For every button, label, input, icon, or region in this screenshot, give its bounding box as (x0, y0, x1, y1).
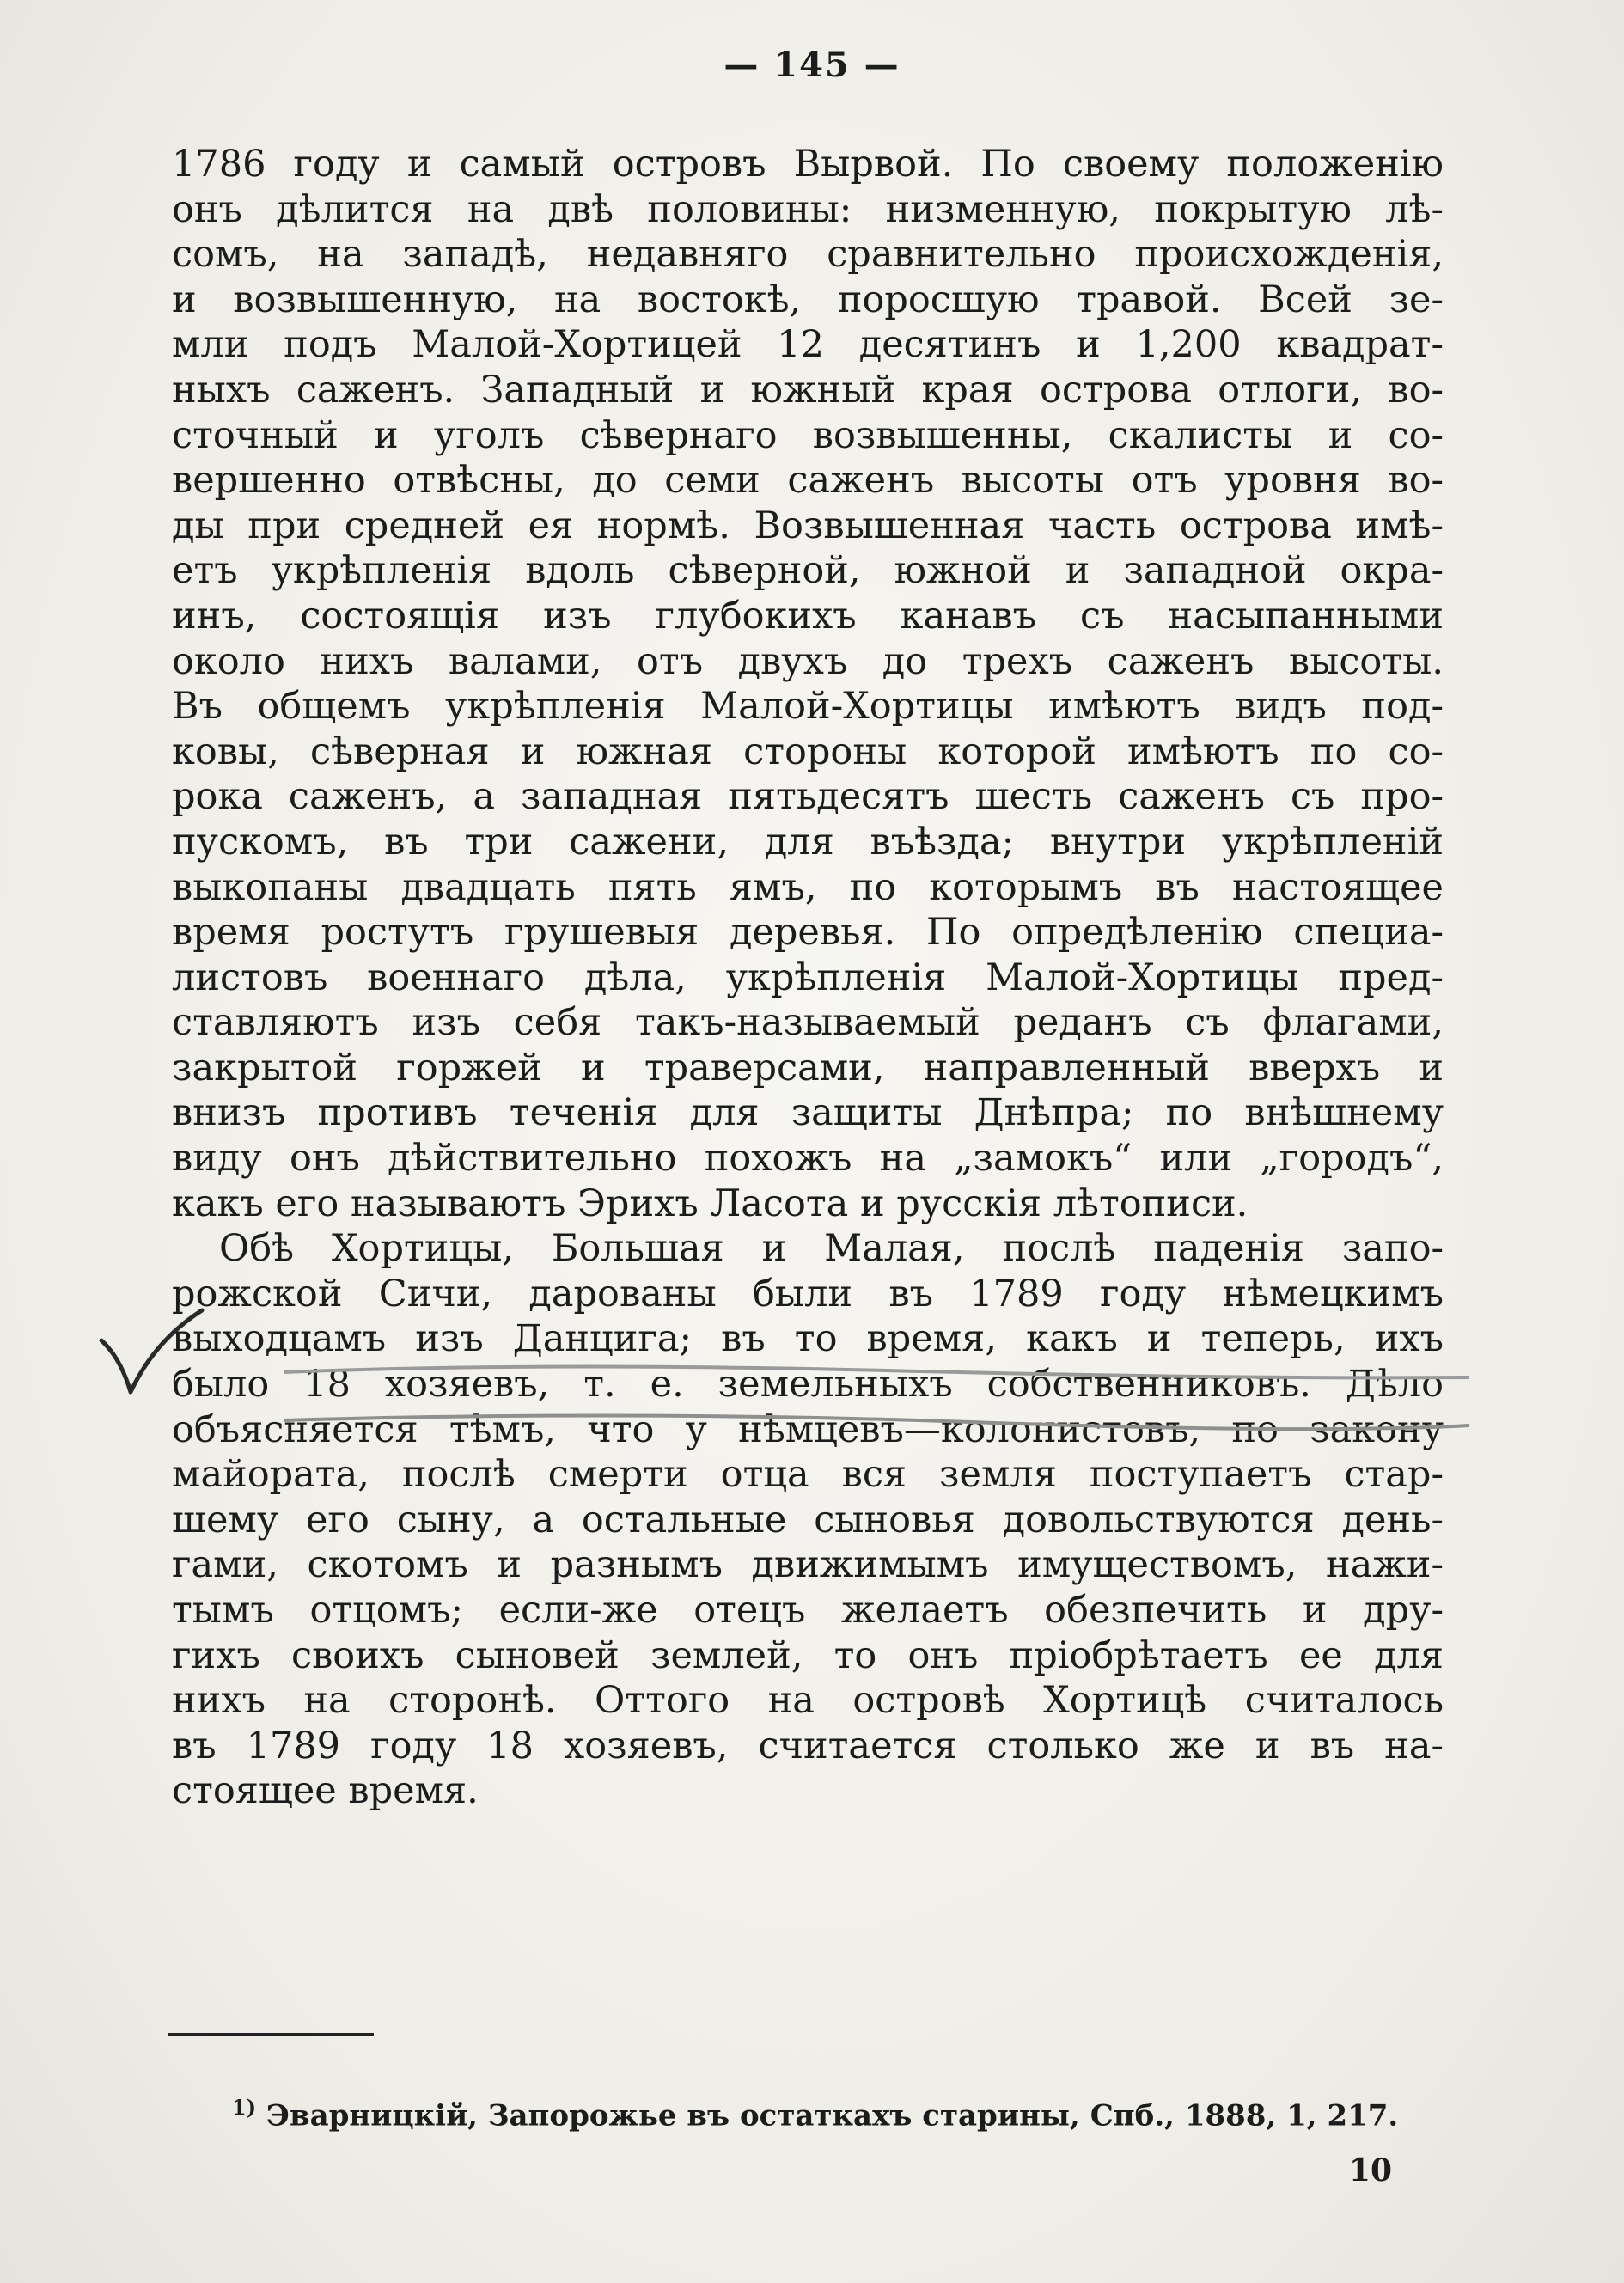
text-line: ды при средней ея нормѣ. Возвышенная часть острова имѣ- (172, 504, 1444, 547)
text-line: выкопаны двадцать пять ямъ, по которымъ въ настоящее (172, 865, 1444, 909)
text-line: пускомъ, въ три сажени, для въѣзда; внутри укрѣпленій (172, 820, 1444, 864)
footnote (232, 2095, 1435, 2133)
text-line: инъ, состоящія изъ глубокихъ канавъ съ насыпанными (172, 594, 1444, 638)
check-mark-icon (95, 1306, 206, 1401)
text-line: было 18 хозяевъ, т. е. земельныхъ собственниковъ. Дѣло (172, 1363, 1444, 1407)
text-line: объясняется тѣмъ, что у нѣмцевъ—колонистовъ, по закону (172, 1407, 1444, 1451)
text-line: онъ дѣлится на двѣ половины: низменную, покрытую лѣ- (172, 187, 1444, 231)
text-line: Въ общемъ укрѣпленія Малой-Хортицы имѣютъ видъ под- (172, 685, 1444, 729)
text-line: рожской Сичи, дарованы были въ 1789 году нѣмецкимъ (172, 1272, 1444, 1315)
text-line: виду онъ дѣйствительно похожъ на „замокъ“ или „городъ“, (172, 1137, 1444, 1181)
text-line: ныхъ саженъ. Западный и южный края острова отлоги, во- (172, 368, 1444, 412)
pencil-underline-icon (284, 1353, 1469, 1435)
body-text (172, 142, 1444, 1814)
text-line: стоящее время. (172, 1769, 479, 1813)
text-line: нихъ на сторонѣ. Оттого на островѣ Хортицѣ считалось (172, 1679, 1444, 1723)
text-line: Обѣ Хортицы, Большая и Малая, послѣ паденія запо- (219, 1227, 1444, 1271)
text-line: мли подъ Малой-Хортицей 12 десятинъ и 1,200 квадрат- (172, 323, 1444, 367)
text-line: закрытой горжей и траверсами, направленный вверхъ и (172, 1046, 1444, 1090)
text-line: время ростутъ грушевыя деревья. По опредѣленію специа- (172, 911, 1444, 955)
text-line: ковы, сѣверная и южная стороны которой имѣютъ по со- (172, 729, 1444, 773)
text-line: какъ его называютъ Эрихъ Ласота и русскія лѣтописи. (172, 1181, 1249, 1225)
text-line: гами, скотомъ и разнымъ движимымъ имуществомъ, нажи- (172, 1543, 1444, 1587)
text-line: гихъ своихъ сыновей землей, то онъ пріобрѣтаетъ ее для (172, 1633, 1444, 1677)
text-line: въ 1789 году 18 хозяевъ, считается столько же и въ на- (172, 1724, 1444, 1767)
text-line: вершенно отвѣсны, до семи саженъ высоты отъ уровня во- (172, 459, 1444, 503)
text-line: ставляютъ изъ себя такъ-называемый реданъ съ флагами, (172, 1001, 1444, 1045)
text-line: около нихъ валами, отъ двухъ до трехъ саженъ высоты. (172, 639, 1444, 683)
footnote-rule (168, 2033, 374, 2036)
footnote-text: Эварницкій, Запорожье въ остаткахъ старины, Спб., 1888, 1, 217. (256, 2098, 1399, 2133)
text-line: и возвышенную, на востокѣ, поросшую травой. Всей зе- (172, 278, 1444, 321)
text-line: 1786 году и самый островъ Вырвой. По своему положенію (172, 143, 1444, 186)
footnote-marker: 1) (232, 2095, 257, 2120)
text-line: рока саженъ, а западная пятьдесятъ шесть саженъ съ про- (172, 775, 1444, 819)
text-line: етъ укрѣпленія вдоль сѣверной, южной и западной окра- (172, 549, 1444, 593)
text-line: внизъ противъ теченія для защиты Днѣпра; по внѣшнему (172, 1091, 1444, 1135)
text-line: шему его сыну, а остальные сыновья довольствуются день- (172, 1498, 1444, 1541)
text-line: майората, послѣ смерти отца вся земля поступаетъ стар- (172, 1453, 1444, 1497)
text-line: сомъ, на западѣ, недавняго сравнительно происхожденія, (172, 233, 1444, 277)
text-line: тымъ отцомъ; если-же отецъ желаетъ обезпечить и дру- (172, 1589, 1444, 1632)
page-number: — 145 — (723, 45, 901, 85)
text-line: листовъ военнаго дѣла, укрѣпленія Малой-Хортицы пред- (172, 955, 1444, 999)
text-line: сточный и уголъ сѣвернаго возвышенны, скалисты и со- (172, 413, 1444, 457)
text-line: выходцамъ изъ Данцига; въ то время, какъ и теперь, ихъ (172, 1317, 1444, 1361)
signature-mark: 10 (1348, 2152, 1392, 2188)
